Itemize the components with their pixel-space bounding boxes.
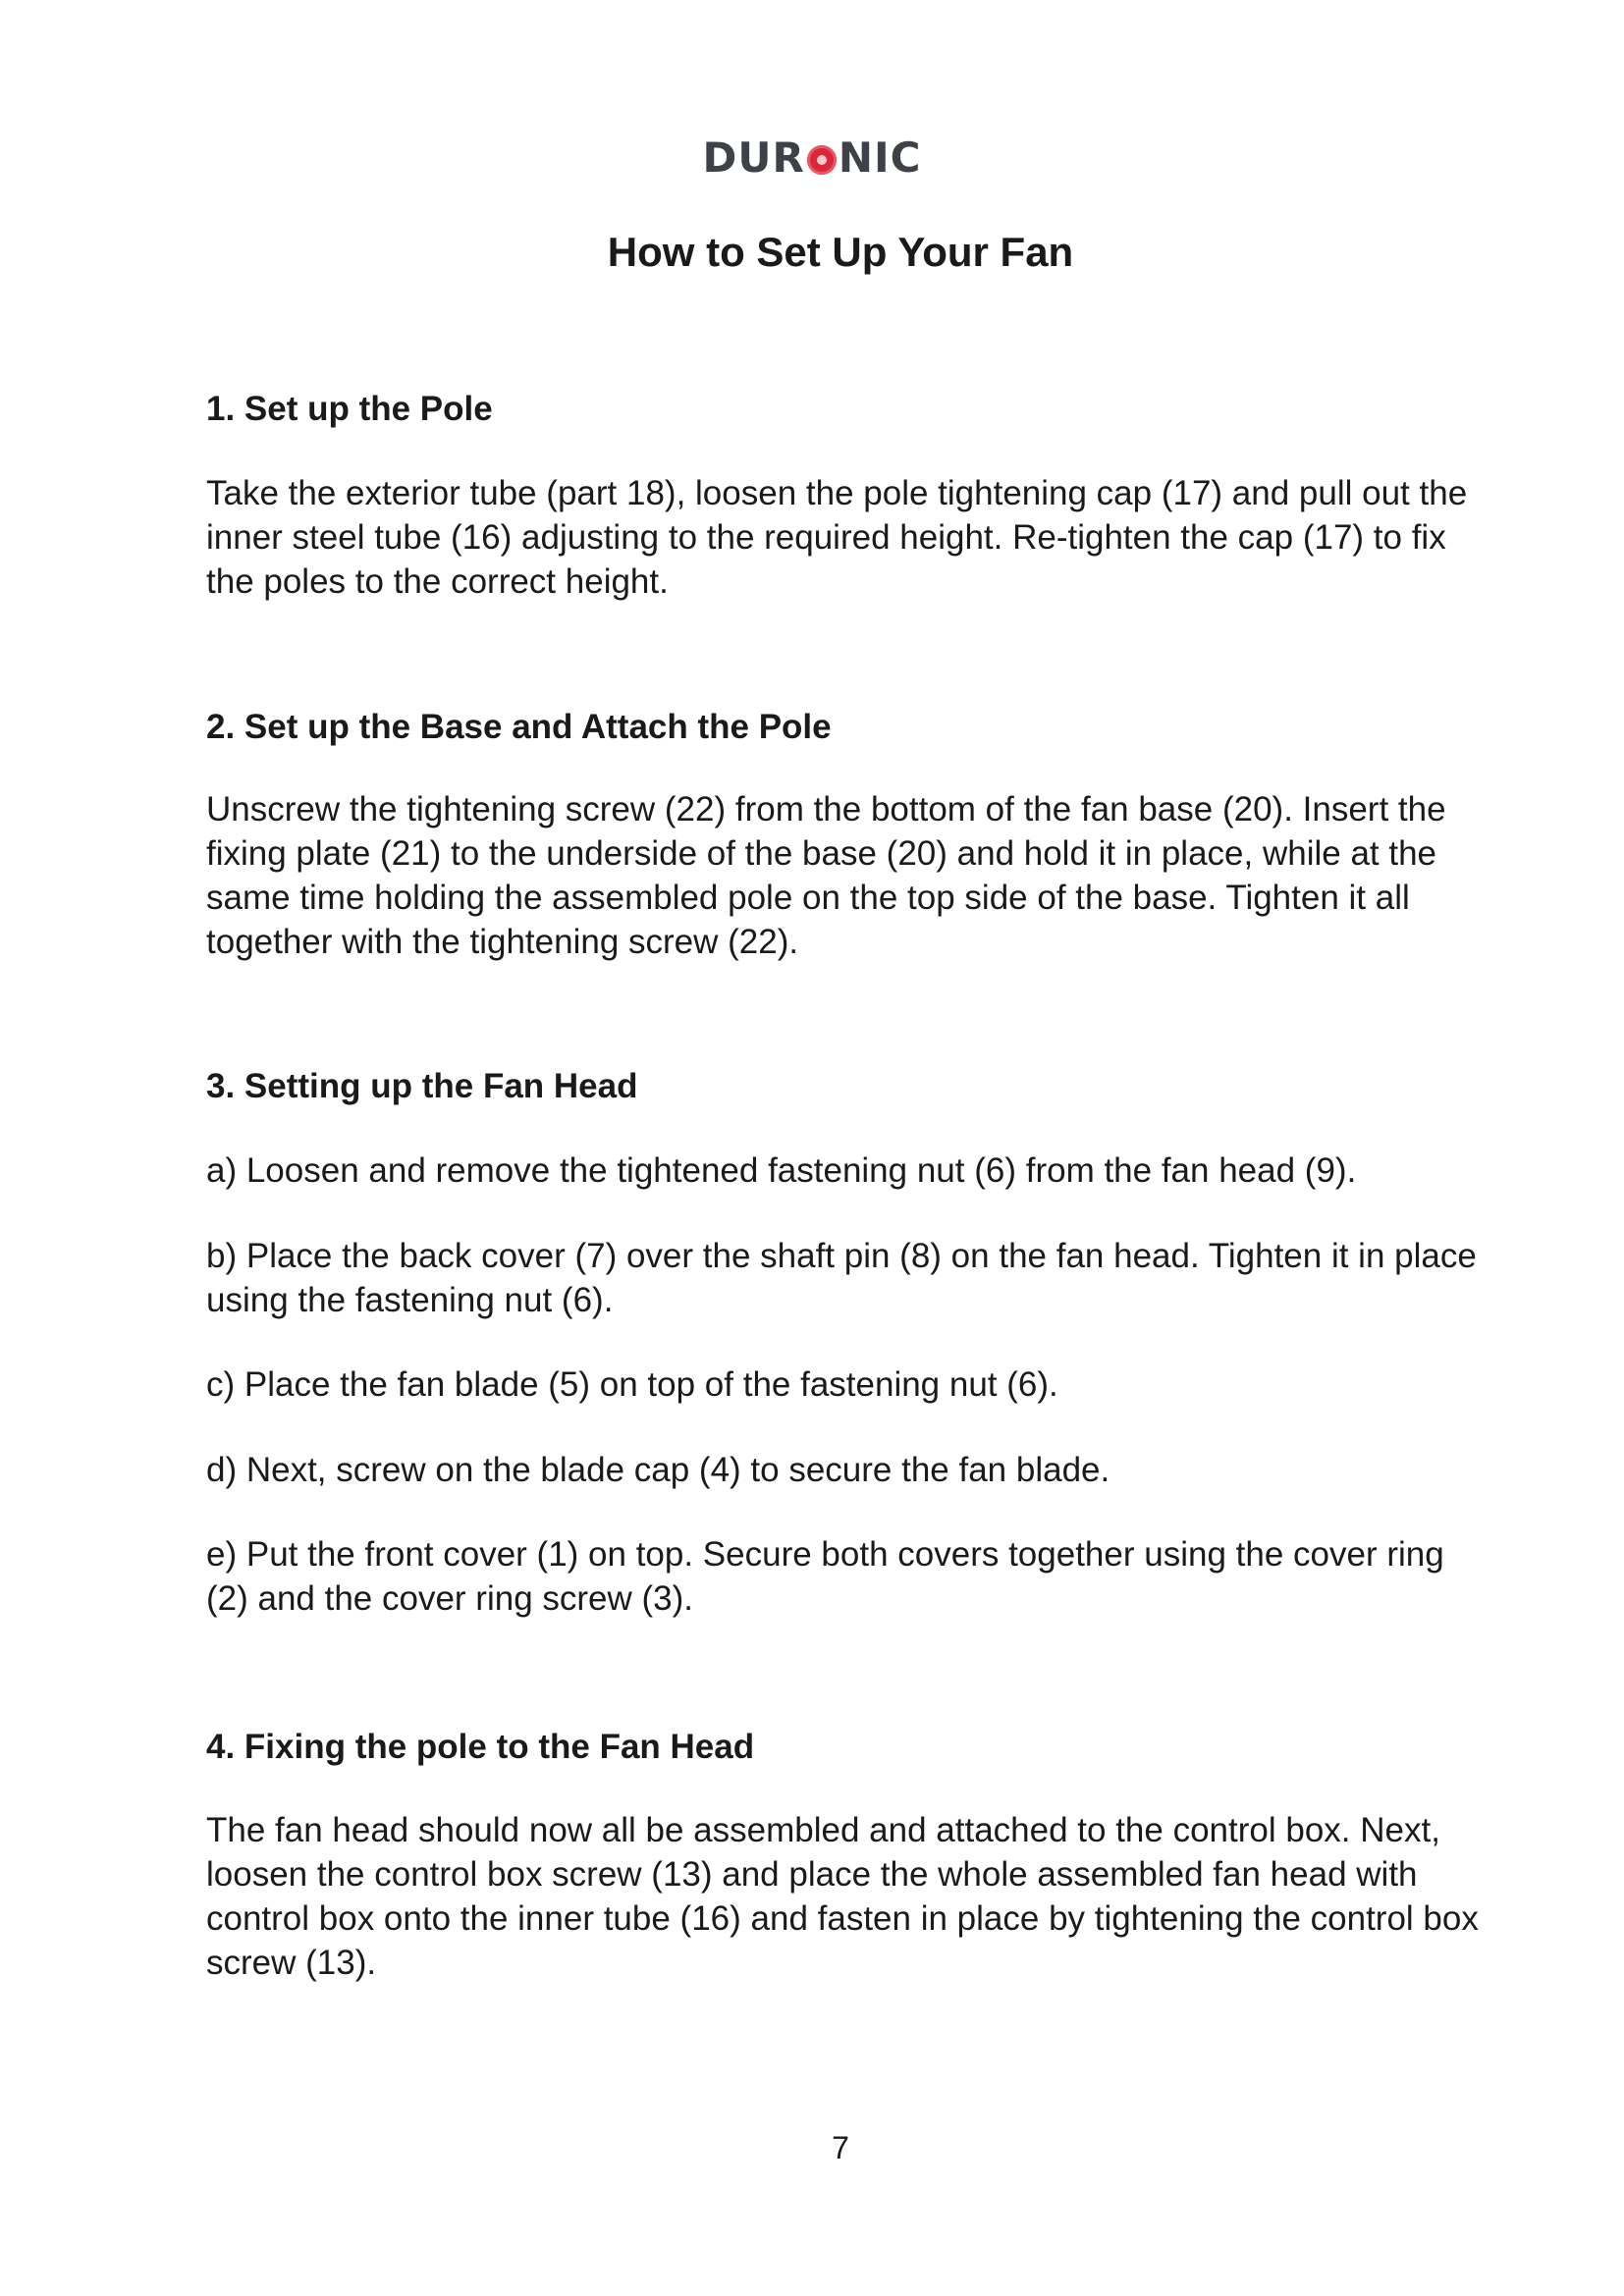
section-4-paragraph: The fan head should now all be assembled and attached to the control box. Next, loosen the control box screw (13) and place the whole assembled fan head with control box onto the inner tube (16) and fasten in place by tightening the control box screw (13). <box>206 1811 1479 1982</box>
section-heading-fan-head: 3. Setting up the Fan Head <box>206 1067 638 1105</box>
section-heading-fix-pole-fan-head: 4. Fixing the pole to the Fan Head <box>206 1728 755 1766</box>
section-2-paragraph: Unscrew the tightening screw (22) from the bottom of the fan base (20). Insert the fixing plate (21) to the underside of the base (20) and hold it in place, while at the same time holding the assembled pole on the top side of the base. Tighten it all together with the tightening screw (22). <box>206 790 1446 961</box>
page-number: 7 <box>832 2130 849 2165</box>
section-3-step-d: d) Next, screw on the blade cap (4) to secure the fan blade. <box>206 1451 1110 1489</box>
page-title: How to Set Up Your Fan <box>607 229 1074 275</box>
section-3-step-e: e) Put the front cover (1) on top. Secure both covers together using the cover ring (2) and the cover ring screw (3). <box>206 1535 1444 1618</box>
duronic-logo <box>0 135 1624 181</box>
logo-text-left: DUR <box>702 133 805 182</box>
section-heading-set-up-pole: 1. Set up the Pole <box>206 390 493 428</box>
section-3-step-a: a) Loosen and remove the tightened fastening nut (6) from the fan head (9). <box>206 1151 1357 1190</box>
logo-text-right: NIC <box>838 133 922 182</box>
section-3-step-c: c) Place the fan blade (5) on top of the fastening nut (6). <box>206 1365 1058 1404</box>
section-3-step-b: b) Place the back cover (7) over the shaft pin (8) on the fan head. Tighten it in place using the fastening nut (6). <box>206 1237 1477 1319</box>
logo-power-mark-icon <box>807 145 837 175</box>
section-heading-base-attach-pole: 2. Set up the Base and Attach the Pole <box>206 708 832 746</box>
section-1-paragraph: Take the exterior tube (part 18), loosen the pole tightening cap (17) and pull out the inner steel tube (16) adjusting to the required height. Re-tighten the cap (17) to fix the poles to the correct height. <box>206 474 1468 601</box>
